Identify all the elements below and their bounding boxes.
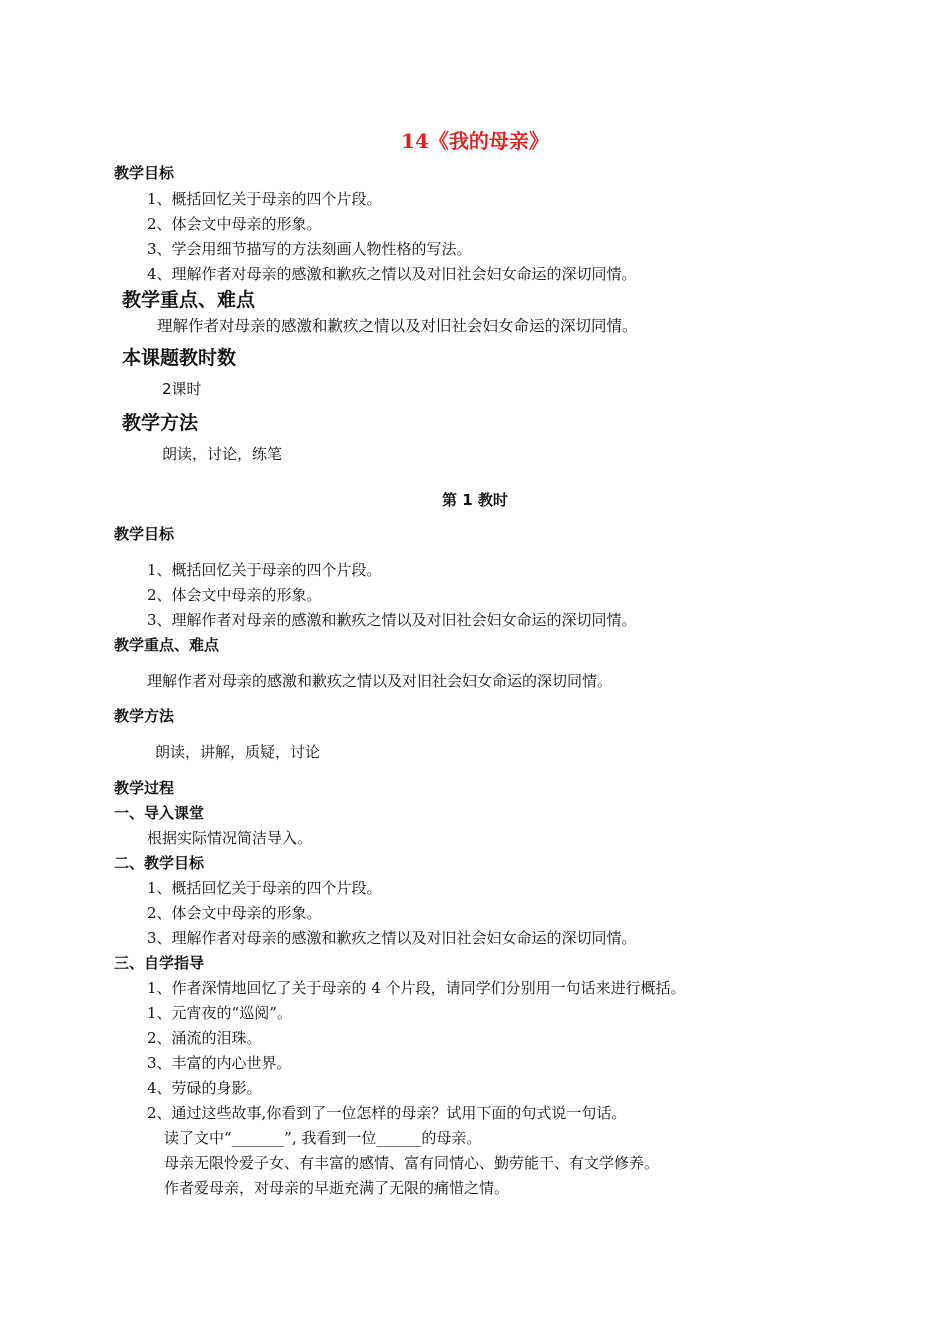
hours-heading: 本课题教时数 [122, 347, 237, 369]
objectives-heading: 教学目标 [114, 164, 175, 182]
page-title: 14《我的母亲》 [401, 129, 549, 153]
section-subitem: 读了文中“_______”, 我看到一位______的母亲。 [164, 1129, 482, 1147]
lesson-heading: 第 1 教时 [442, 491, 508, 509]
section-item: 2、涌流的泪珠。 [147, 1029, 262, 1047]
section-heading: 三、自学指导 [114, 954, 205, 972]
section-subitem: 作者爱母亲，对母亲的早逝充满了无限的痛惜之情。 [164, 1179, 510, 1197]
section-text: 根据实际情况简洁导入。 [147, 829, 313, 847]
objective-item: 1、概括回忆关于母亲的四个片段。 [147, 190, 382, 208]
objective-item: 3、学会用细节描写的方法刻画人物性格的写法。 [147, 240, 472, 258]
section-item: 2、通过这些故事,你看到了一位怎样的母亲？试用下面的句式说一句话。 [147, 1104, 627, 1122]
key-points-text: 理解作者对母亲的感激和歉疚之情以及对旧社会妇女命运的深切同情。 [157, 317, 638, 335]
section-item: 1、作者深情地回忆了关于母亲的 4 个片段，请同学们分别用一句话来进行概括。 [147, 979, 686, 997]
method-text: 朗读，讨论，练笔 [162, 445, 283, 463]
method-heading: 教学方法 [122, 412, 199, 434]
lesson-key-points-text: 理解作者对母亲的感激和歉疚之情以及对旧社会妇女命运的深切同情。 [147, 672, 613, 690]
section-item: 4、劳碌的身影。 [147, 1079, 262, 1097]
process-heading: 教学过程 [114, 779, 175, 797]
lesson-objective-item: 1、概括回忆关于母亲的四个片段。 [147, 561, 382, 579]
lesson-objectives-heading: 教学目标 [114, 525, 175, 543]
lesson-objective-item: 2、体会文中母亲的形象。 [147, 586, 322, 604]
lesson-method-heading: 教学方法 [114, 707, 175, 725]
key-points-heading: 教学重点、难点 [122, 289, 256, 311]
section-item: 1、元宵夜的“巡阅”。 [147, 1004, 292, 1022]
section-item: 1、概括回忆关于母亲的四个片段。 [147, 879, 382, 897]
section-item: 3、理解作者对母亲的感激和歉疚之情以及对旧社会妇女命运的深切同情。 [147, 929, 637, 947]
lesson-objective-item: 3、理解作者对母亲的感激和歉疚之情以及对旧社会妇女命运的深切同情。 [147, 611, 637, 629]
section-item: 3、丰富的内心世界。 [147, 1054, 292, 1072]
objective-item: 2、体会文中母亲的形象。 [147, 215, 322, 233]
section-subitem: 母亲无限怜爱子女、有丰富的感情、富有同情心、勤劳能干、有文学修养。 [164, 1154, 660, 1172]
section-item: 2、体会文中母亲的形象。 [147, 904, 322, 922]
objective-item: 4、理解作者对母亲的感激和歉疚之情以及对旧社会妇女命运的深切同情。 [147, 265, 637, 283]
section-heading: 二、教学目标 [114, 854, 205, 872]
lesson-method-text: 朗读，讲解，质疑，讨论 [155, 743, 321, 761]
lesson-key-points-heading: 教学重点、难点 [114, 636, 220, 654]
hours-text: 2课时 [162, 380, 202, 398]
section-heading: 一、导入课堂 [114, 804, 205, 822]
